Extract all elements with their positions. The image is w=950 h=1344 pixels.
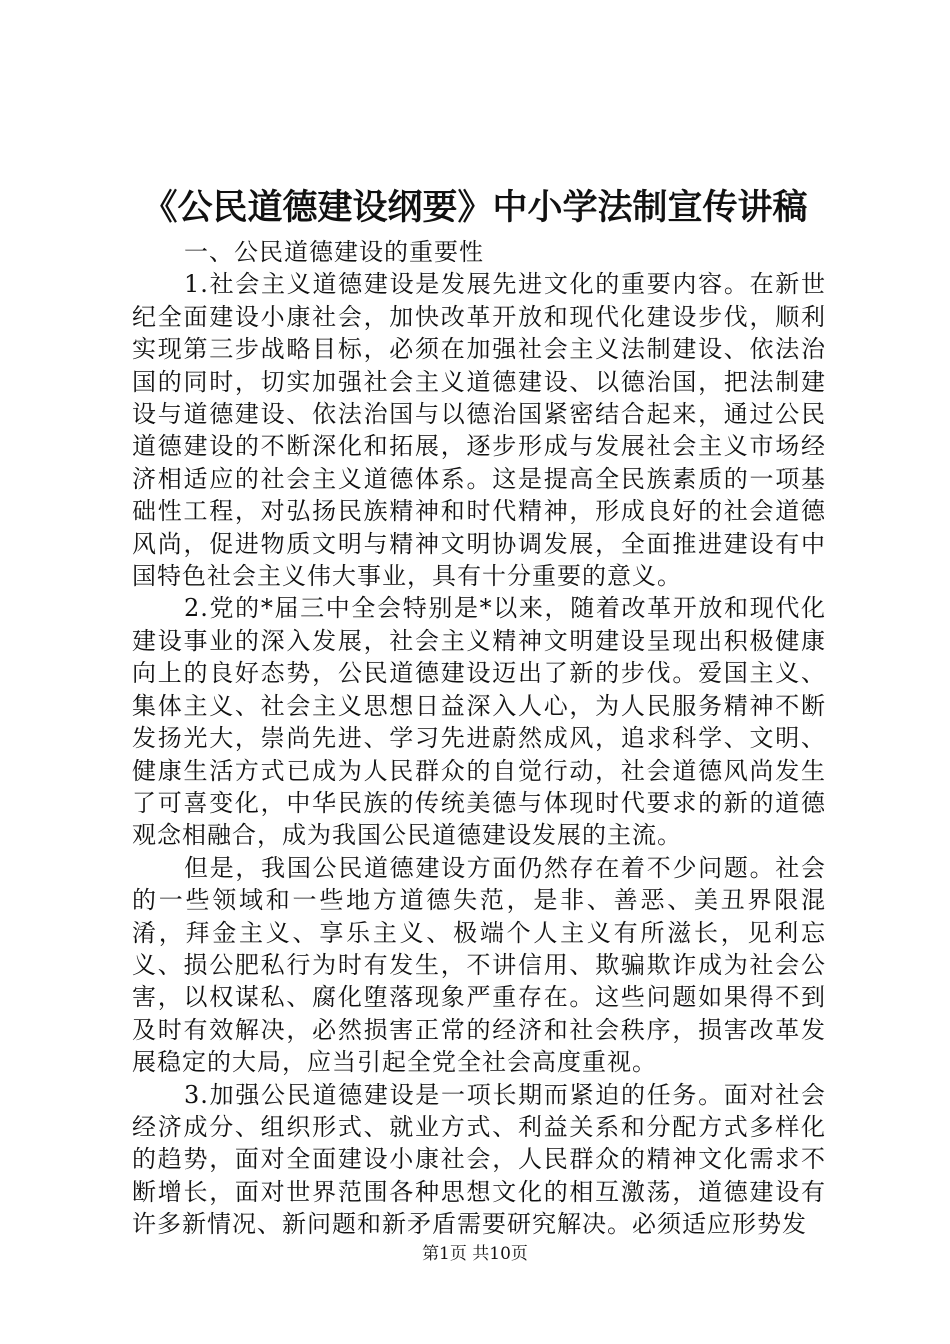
paragraph: 3.加强公民道德建设是一项长期而紧迫的任务。面对社会经济成分、组织形式、就业方式、利益关系和分配方式多样化的趋势，面对全面建设小康社会，人民群众的精神文化需求不断增长，面对世界范围各种思想文化的相互激荡，道德建设有许多新情况、新问题和新矛盾需要研究解决。必须适应形势发 [132,1080,826,1239]
paragraph: 1.社会主义道德建设是发展先进文化的重要内容。在新世纪全面建设小康社会，加快改革开放和现代化建设步伐，顺利实现第三步战略目标，必须在加强社会主义法制建设、依法治国的同时，切实加强社会主义道德建设、以德治国，把法制建设与道德建设、依法治国与以德治国紧密结合起来，通过公民道德建设的不断深化和拓展，逐步形成与发展社会主义市场经济相适应的社会主义道德体系。这是提高全民族素质的一项基础性工程，对弘扬民族精神和时代精神，形成良好的社会道德风尚，促进物质文明与精神文明协调发展，全面推进建设有中国特色社会主义伟大事业，具有十分重要的意义。 [132,270,826,591]
paragraph: 2.党的*届三中全会特别是*以来，随着改革开放和现代化建设事业的深入发展，社会主义精神文明建设呈现出积极健康向上的良好态势，公民道德建设迈出了新的步伐。爱国主义、集体主义、社会主义思想日益深入人心，为人民服务精神不断发扬光大，崇尚先进、学习先进蔚然成风，追求科学、文明、健康生活方式已成为人民群众的自觉行动，社会道德风尚发生了可喜变化，中华民族的传统美德与体现时代要求的新的道德观念相融合，成为我国公民道德建设发展的主流。 [132,594,826,850]
page-number-footer: 第1页 共10页 [422,1244,528,1264]
document-title: 《公民道德建设纲要》中小学法制宣传讲稿 [142,187,808,228]
paragraph: 但是，我国公民道德建设方面仍然存在着不少问题。社会的一些领域和一些地方道德失范，是非、善恶、美丑界限混淆，拜金主义、享乐主义、极端个人主义有所滋长，见利忘义、损公肥私行为时有发生，不讲信用、欺骗欺诈成为社会公害，以权谋私、腐化堕落现象严重存在。这些问题如果得不到及时有效解决，必然损害正常的经济和社会秩序，损害改革发展稳定的大局，应当引起全党全社会高度重视。 [132,853,826,1077]
document-body [132,236,826,1241]
section-heading: 一、公民道德建设的重要性 [184,238,484,266]
